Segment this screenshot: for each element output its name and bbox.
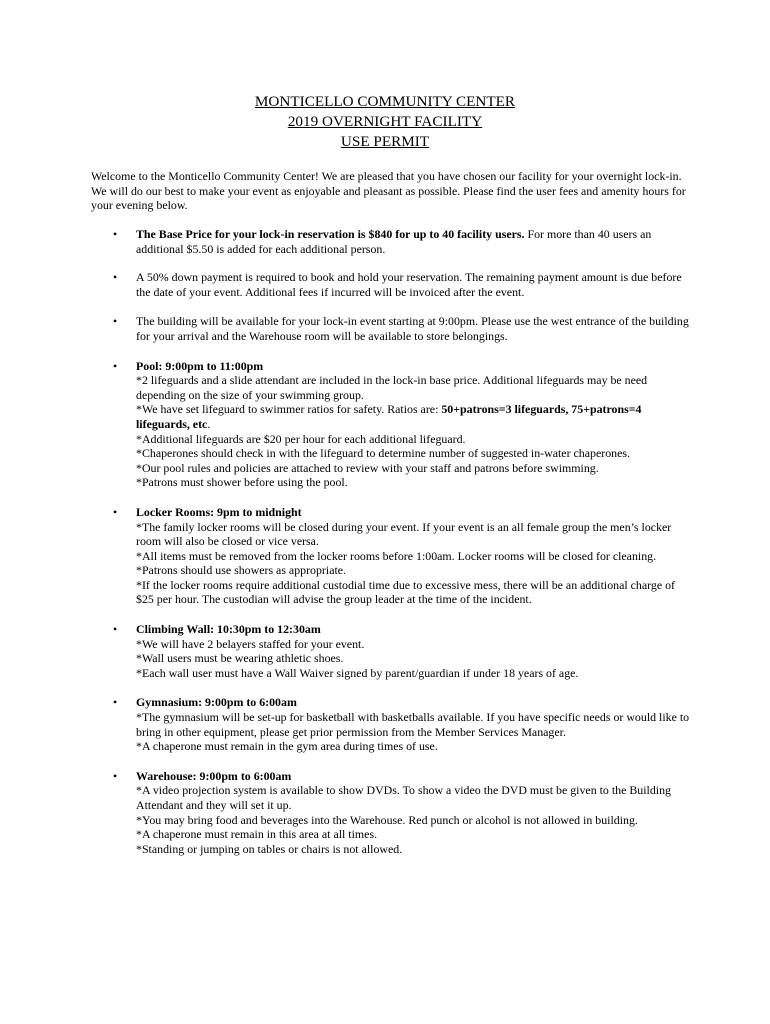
warehouse-line-2: *You may bring food and beverages into the Warehouse. Red punch or alcohol is not allowed in building. [136,812,638,827]
warehouse-heading: Warehouse: 9:00pm to 6:00am [136,768,292,783]
gym-heading: Gymnasium: 9:00pm to 6:00am [136,695,297,710]
locker-line-4: *If the locker rooms require additional custodial time due to excessive mess, there will be an additional charge of $25 per hour. The custodian will advise the group leader at the time of the incident. [136,577,675,607]
warehouse-line-3: *A chaperone must remain in this area at all times. [136,827,378,842]
bullet-icon: • [113,622,118,637]
intro-paragraph: Welcome to the Monticello Community Center! We are pleased that you have chosen our facility for your overnight lock-in. We will do our best to make your event as enjoyable and pleasant as possible. Please find the user fees and amenity hours for your evening below. [91,169,686,213]
bullet-icon: • [113,695,118,710]
document-title [0,92,770,152]
gym-line-1: *The gymnasium will be set-up for basketball with basketballs available. If you have specific needs or would like to bring in other equipment, please get prior permission from the Member Services Manager. [136,710,690,739]
title-line-3: USE PERMIT [340,133,430,150]
bullet-icon: • [113,314,118,329]
pool-line-4: *Chaperones should check in with the lifeguard to determine number of suggested in-water chaperones. [136,446,630,461]
permit-details-list [91,227,691,856]
locker-heading: Locker Rooms: 9pm to midnight [136,504,302,519]
bullet-icon: • [113,768,118,783]
building-text: The building will be available for your lock-in event starting at 9:00pm. Please use the west entrance of the building for your arrival and the Warehouse room will be available to store belongings. [136,314,689,343]
list-item-warehouse [91,769,691,857]
climbing-heading: Climbing Wall: 10:30pm to 12:30am [136,622,321,637]
bullet-icon: • [113,227,118,241]
pool-heading: Pool: 9:00pm to 11:00pm [136,358,264,373]
title-line-1: MONTICELLO COMMUNITY CENTER [254,93,516,110]
climbing-line-3: *Each wall user must have a Wall Waiver signed by parent/guardian if under 18 years of age. [136,665,579,680]
climbing-line-1: *We will have 2 belayers staffed for your event. [136,636,365,651]
bullet-icon: • [113,504,118,519]
locker-line-1: *The family locker rooms will be closed during your event. If your event is an all female group the men’s locker room will also be closed or vice versa. [136,519,672,549]
list-item-base-price [91,227,691,256]
warehouse-line-1: *A video projection system is available to show DVDs. To show a video the DVD must be given to the Building Attendant and they will set it up. [136,783,671,812]
down-payment-text: A 50% down payment is required to book and hold your reservation. The remaining payment amount is due before the date of your event. Additional fees if incurred will be invoiced after the event. [136,270,682,299]
list-item-down-payment [91,270,691,299]
pool-line-1: *2 lifeguards and a slide attendant are included in the lock-in base price. Additional lifeguards may be need depending on the size of your swimming group. [136,373,648,402]
list-item-pool [91,359,691,490]
pool-line-3: *Additional lifeguards are $20 per hour for each additional lifeguard. [136,431,466,446]
locker-line-3: *Patrons should use showers as appropriate. [136,563,347,578]
pool-ratio-values: 50+patrons=3 lifeguards, 75+patrons=4 lifeguards, etc [136,402,642,431]
locker-line-2: *All items must be removed from the locker rooms before 1:00am. Locker rooms will be closed for cleaning. [136,548,657,563]
list-item-gymnasium [91,695,691,753]
title-line-2: 2019 OVERNIGHT FACILITY [287,113,483,130]
gym-line-2: *A chaperone must remain in the gym area during times of use. [136,739,438,754]
warehouse-line-4: *Standing or jumping on tables or chairs is not allowed. [136,841,403,856]
pool-ratio-end: . [207,416,211,431]
base-price-statement: The Base Price for your lock-in reservation is $840 for up to 40 facility users. [136,227,525,241]
list-item-building [91,314,691,343]
bullet-icon: • [113,358,118,373]
pool-line-5: *Our pool rules and policies are attached to review with your staff and patrons before swimming. [136,460,599,475]
pool-ratio-text: *We have set lifeguard to swimmer ratios for safety. Ratios are: [136,402,442,417]
pool-line-2 [136,402,691,431]
list-item-climbing-wall [91,622,691,680]
list-item-locker-rooms [91,505,691,607]
bullet-icon: • [113,270,118,285]
climbing-line-2: *Wall users must be wearing athletic shoes. [136,651,344,666]
base-price-extra: For more than 40 users an additional $5.50 is added for each additional person. [136,227,652,256]
pool-line-6: *Patrons must shower before using the pool. [136,475,348,490]
